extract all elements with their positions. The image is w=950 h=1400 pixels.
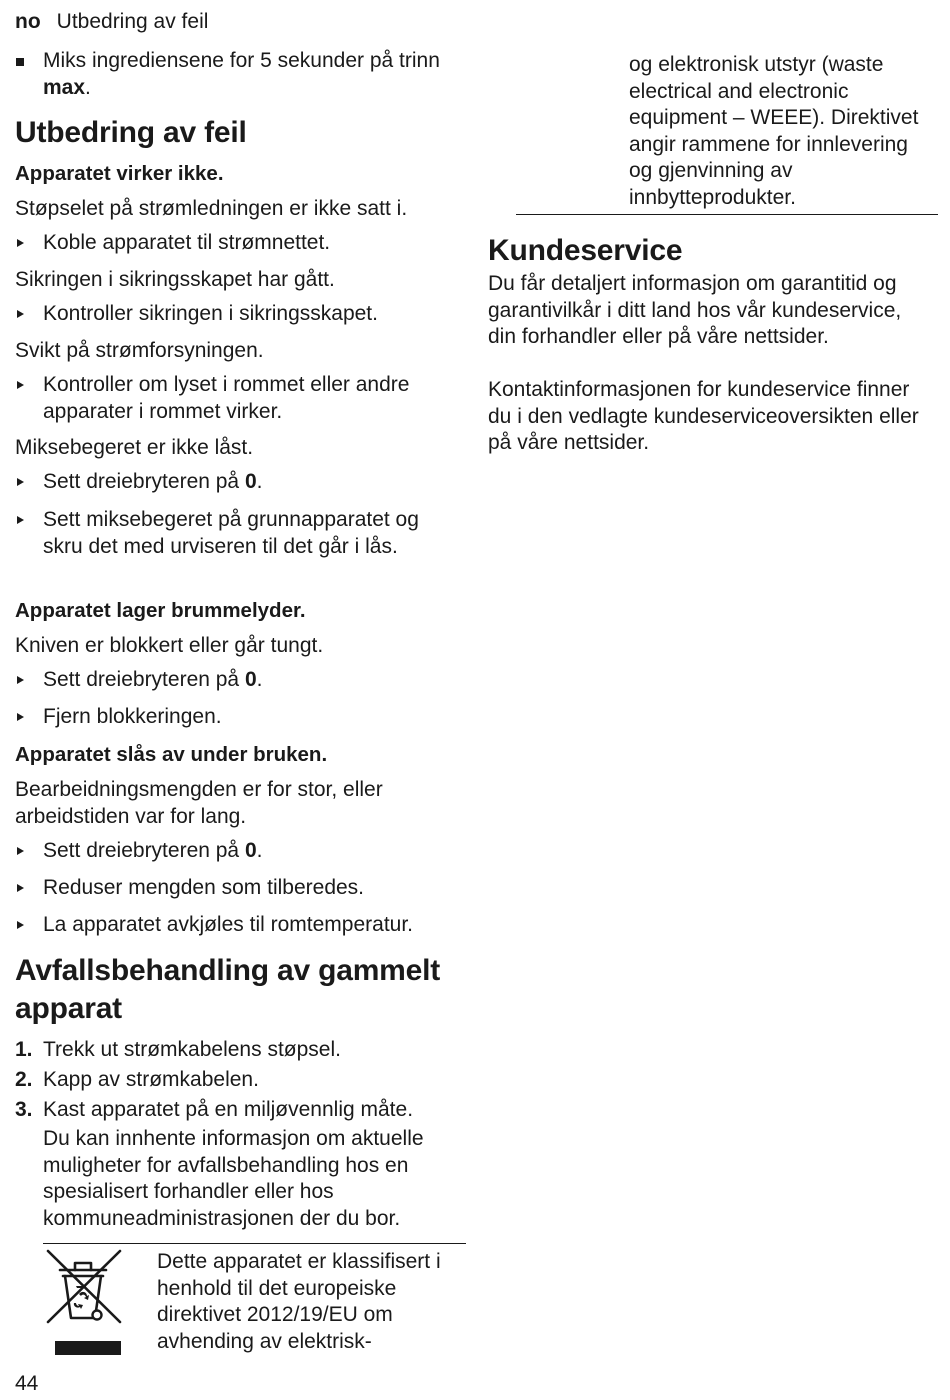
language-code: no <box>15 10 41 33</box>
remedy-unblock: Fjern blokkeringen. <box>43 705 222 728</box>
disposal-step-3: 3. Kast apparatet på en miljøvennlig måte. <box>15 1098 414 1121</box>
disposal-heading: Avfallsbehandling av gammelt apparat <box>15 954 441 1025</box>
remedy-power: Kontroller om lyset i rommet eller andre apparater i rommet virker. <box>43 373 410 423</box>
remedy-fuse: Kontroller sikringen i sikringsskapet. <box>43 302 378 325</box>
cause-jug: Miksebegeret er ikke låst. <box>15 436 254 459</box>
troubleshooting-heading: Utbedring av feil <box>15 116 247 149</box>
remedy-switch-0-c: Sett dreiebryteren på 0. <box>43 839 263 862</box>
fault-heading-switches-off: Apparatet slås av under bruken. <box>15 743 328 766</box>
remedy-connect: Koble apparatet til strømnettet. <box>43 231 331 254</box>
divider <box>516 214 938 215</box>
remedy-cool: La apparatet avkjøles til romtemperatur. <box>43 913 414 936</box>
cause-power: Svikt på strømforsyningen. <box>15 339 264 362</box>
customer-service-text-1: Du får detaljert informasjon om garantitid og garantivilkår i ditt land hos vår kundeservice, din forhandler eller på våre nettsider. <box>488 272 902 348</box>
remedy-switch-0-b: Sett dreiebryteren på 0. <box>43 668 263 691</box>
divider <box>43 1243 466 1244</box>
remedy-lock-jug: Sett miksebegeret på grunnapparatet og skru det med urviseren til det går i lås. <box>43 508 419 558</box>
fault-heading-not-working: Apparatet virker ikke. <box>15 162 224 185</box>
remedy-switch-0-a: Sett dreiebryteren på 0. <box>43 470 263 493</box>
cause-overload: Bearbeidningsmengden er for stor, eller arbeidstiden var for lang. <box>15 778 383 828</box>
customer-service-text-2: Kontaktinformasjonen for kundeservice finner du i den vedlagte kundeserviceoversikten eller på våre nettsider. <box>488 378 919 454</box>
disposal-step-1: 1. Trekk ut strømkabelens støpsel. <box>15 1038 341 1061</box>
remedy-reduce: Reduser mengden som tilberedes. <box>43 876 365 899</box>
intro-step-text: Miks ingrediensene for 5 sekunder på trinn <box>43 49 440 72</box>
running-header <box>15 8 208 36</box>
weee-text-part-1: Dette apparatet er klassifisert i henhold til det europeiske direktivet 2012/19/EU om avhending av elektrisk- <box>157 1250 441 1353</box>
page-number: 44 <box>15 1372 39 1395</box>
cause-blade: Kniven er blokkert eller går tungt. <box>15 634 324 657</box>
customer-service-heading: Kundeservice <box>488 234 683 267</box>
intro-step: Miks ingrediensene for 5 sekunder på trinn max. <box>43 49 440 99</box>
disposal-step-2: 2. Kapp av strømkabelen. <box>15 1068 259 1091</box>
running-header-title: Utbedring av feil <box>56 10 209 33</box>
crossed-out-wheelie-bin-icon <box>38 1248 128 1358</box>
cause-plug: Støpselet på strømledningen er ikke satt i. <box>15 197 408 220</box>
fault-heading-humming: Apparatet lager brummelyder. <box>15 599 306 622</box>
disposal-info: Du kan innhente informasjon om aktuelle muligheter for avfallsbehandling hos en spesialisert forhandler eller hos kommuneadministrasjonen der du bor. <box>43 1127 424 1230</box>
weee-text-part-2: og elektronisk utstyr (waste electrical and electronic equipment – WEEE). Direktivet angir rammene for innlevering og gjenvinning av innbytteprodukter. <box>629 53 919 209</box>
intro-step-level: max <box>43 75 86 99</box>
cause-fuse: Sikringen i sikringsskapet har gått. <box>15 268 335 291</box>
